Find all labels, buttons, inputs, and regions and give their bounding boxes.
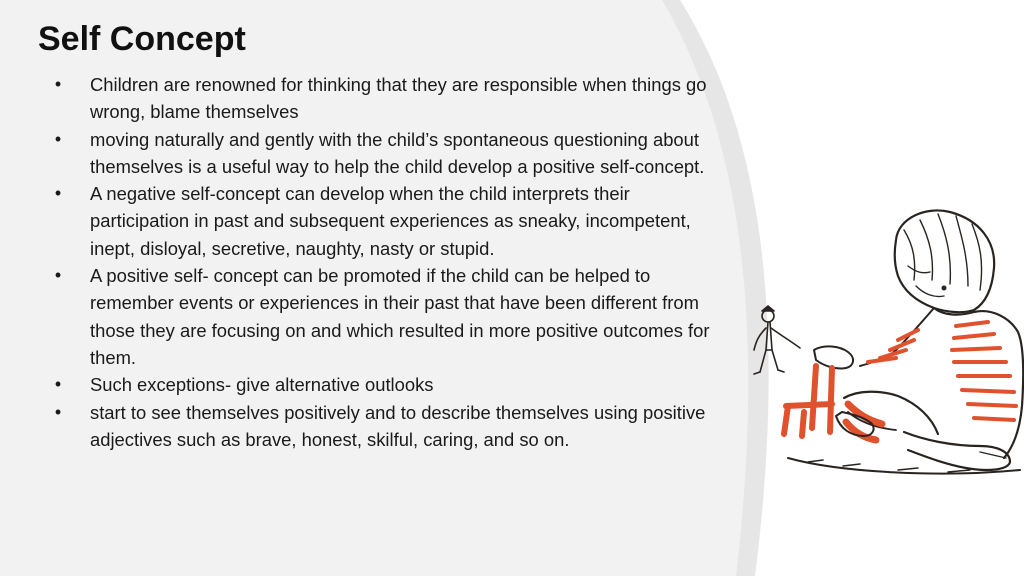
- bullet-item: [52, 399, 716, 454]
- bullet-item: [52, 71, 716, 126]
- child-hand: [814, 346, 853, 368]
- child-body: [860, 308, 1023, 458]
- bullet-item: [52, 371, 716, 398]
- bullet-text: A positive self- concept can be promoted if the child can be helped to remember events or experiences in their past that have been different from those they are focusing on and which resulted in more positive outcomes for them.: [90, 265, 710, 368]
- bullet-icon: •: [54, 74, 62, 94]
- dress-stripes: [868, 322, 1016, 420]
- bullet-text: start to see themselves positively and to describe themselves using positive adjectives such as brave, honest, skilful, caring, and so on.: [90, 401, 706, 450]
- bullet-list: [52, 71, 716, 453]
- bullet-text: Children are renowned for thinking that they are responsible when things go wrong, blame themselves: [90, 74, 707, 123]
- bullet-text: A negative self-concept can develop when the child interprets their participation in past and subsequent experiences as sneaky, incompetent, inept, disloyal, secretive, naughty, nasty or stupid.: [90, 183, 691, 259]
- bullet-item: [52, 262, 716, 371]
- bullet-text: Such exceptions- give alternative outlooks: [90, 374, 434, 396]
- toy-figure: [754, 306, 800, 374]
- bullet-text: moving naturally and gently with the child’s spontaneous questioning about themselves is a useful way to help the child develop a positive self-concept.: [90, 128, 705, 177]
- bullet-item: [52, 126, 716, 181]
- toy-chair: [784, 366, 832, 436]
- bullet-icon: •: [54, 265, 62, 286]
- bullet-icon: •: [54, 183, 62, 204]
- bullet-icon: •: [54, 401, 62, 422]
- slide-title: Self Concept: [38, 20, 246, 58]
- bullet-icon: •: [54, 374, 62, 395]
- child-head: [895, 210, 994, 312]
- bullet-icon: •: [54, 128, 62, 149]
- bullet-item: [52, 180, 716, 262]
- child-playing-illustration: [748, 200, 1024, 490]
